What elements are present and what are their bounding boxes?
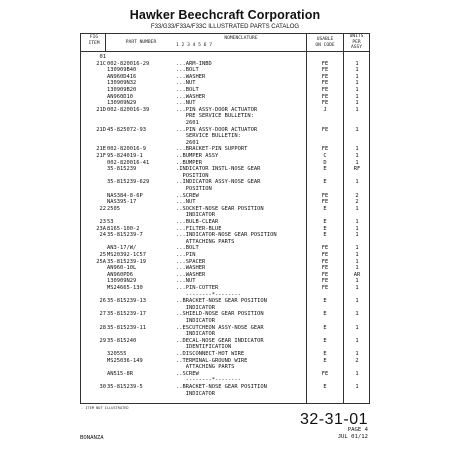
part-number-cell: 45-825072-93 bbox=[107, 126, 146, 133]
part-number-cell: 320555 bbox=[107, 351, 127, 357]
on-code-header-label: ON CODE bbox=[315, 42, 335, 48]
units-per-assy-cell: 1 bbox=[355, 258, 359, 265]
part-number-cell: 35-815239-19 bbox=[107, 258, 146, 265]
part-number-cell: 8165-100-2 bbox=[107, 225, 140, 232]
nomenclature-cell: 2601 bbox=[176, 120, 199, 126]
nomenclature-cell: ..BRACKET-NOSE GEAR POSITION bbox=[176, 298, 267, 305]
units-per-assy-cell: 2 bbox=[355, 357, 359, 364]
fig-item-cell: 23 bbox=[99, 219, 106, 225]
nomenclature-cell: ATTACHING PARTS bbox=[176, 238, 235, 245]
usable-code-cell: FE bbox=[321, 126, 329, 133]
part-number-cell: MS20392-1C57 bbox=[107, 252, 146, 258]
nomenclature-cell: ..INDICATOR ASSY-NOSE GEAR bbox=[176, 179, 261, 186]
units-per-assy-cell: 1 bbox=[355, 252, 359, 258]
nomenclature-cell: ...PIN-COTTER bbox=[176, 285, 219, 291]
nomenclature-cell: INDICATOR bbox=[176, 212, 215, 219]
usable-code-cell: FE bbox=[321, 271, 329, 278]
nomenclature-cell: INDICATOR bbox=[176, 331, 215, 338]
parts-table bbox=[80, 33, 370, 404]
units-per-assy-cell: 1 bbox=[355, 80, 359, 87]
nomenclature-cell: ...SPACER bbox=[176, 258, 206, 265]
nomenclature-cell: ...NUT bbox=[176, 80, 196, 87]
nomenclature-cell: --------*-------- bbox=[176, 377, 241, 384]
nomenclature-cell: ..BUMPER bbox=[176, 159, 202, 166]
catalog-subtitle: F33/G33/F33A/F33C ILLUSTRATED PARTS CATALOG bbox=[150, 24, 300, 30]
usable-code-cell: FE bbox=[321, 192, 329, 199]
part-number-cell: 130909N32 bbox=[107, 80, 137, 87]
part-number-cell: AN960-10L bbox=[107, 265, 137, 272]
units-per-assy-cell: 1 bbox=[355, 73, 359, 80]
nomenclature-cell: ...NUT bbox=[176, 100, 196, 107]
part-number-cell: 2505 bbox=[107, 205, 120, 212]
usable-code-cell: FE bbox=[321, 60, 329, 67]
nomenclature-cell: POSITION bbox=[176, 172, 209, 179]
usable-code-cell: FE bbox=[321, 67, 329, 74]
part-number-cell: AN515-8R bbox=[107, 370, 133, 377]
units-header-label: UNITS bbox=[349, 34, 364, 39]
usable-code-cell: FE bbox=[321, 199, 329, 206]
fig-item-cell: 25A bbox=[96, 258, 106, 265]
fig-item-cell: 29 bbox=[99, 337, 106, 344]
usable-code-cell: D bbox=[323, 159, 327, 166]
nomenclature-cell: ..SCREW bbox=[176, 192, 199, 199]
part-number-cell: 35-815239-7 bbox=[107, 232, 143, 239]
part-number-cell: AN960D10 bbox=[107, 93, 133, 100]
units-per-assy-cell: 1 bbox=[355, 384, 359, 390]
part-number-cell: 35-815239-11 bbox=[107, 324, 146, 331]
page-number: PAGE 4 bbox=[347, 427, 368, 433]
fig-item-cell: 28 bbox=[99, 324, 106, 331]
nomenclature-cell: ..SHIELD-NOSE GEAR POSITION bbox=[176, 311, 264, 318]
col-divider-fig bbox=[105, 34, 106, 51]
units-per-assy-header bbox=[344, 34, 369, 51]
usable-code-cell: E bbox=[323, 225, 327, 232]
part-number-cell: 35-815239-629 bbox=[107, 179, 150, 186]
part-number-cell: NAS395-17 bbox=[107, 199, 137, 206]
units-per-assy-cell: RF bbox=[353, 166, 361, 173]
nomenclature-cell: .INDICATOR INSTL-NOSE GEAR bbox=[176, 166, 261, 173]
nomenclature-cell: ...PIN bbox=[176, 252, 196, 258]
fig-item-cell: 01 bbox=[99, 54, 106, 60]
usable-code-cell: FE bbox=[321, 265, 329, 272]
fig-item-cell: 21D bbox=[96, 126, 106, 133]
nomenclature-cell: ...BOLT bbox=[176, 245, 199, 252]
nomenclature-cell: ...WASHER bbox=[176, 265, 206, 272]
nomenclature-cell: ...WASHER bbox=[176, 93, 206, 100]
nomenclature-cell: ..DISCONNECT-HOT WIRE bbox=[176, 351, 245, 357]
units-per-assy-cell: 1 bbox=[355, 245, 359, 252]
company-title: Hawker Beechcraft Corporation bbox=[129, 8, 321, 22]
usable-code-cell: E bbox=[323, 324, 327, 331]
usable-code-cell: E bbox=[323, 179, 327, 186]
usable-code-cell: FE bbox=[321, 252, 329, 258]
part-number-cell: MS24665-130 bbox=[107, 285, 143, 291]
part-number-cell: 35-815239 bbox=[107, 166, 137, 173]
nomenclature-cell: ..BUMPER ASSY bbox=[176, 153, 219, 159]
units-per-assy-cell: 1 bbox=[355, 179, 359, 186]
usable-code-cell: FE bbox=[321, 285, 329, 291]
usable-code-cell: E bbox=[323, 298, 327, 305]
units-per-assy-cell: 1 bbox=[355, 60, 359, 67]
part-number-cell: 53 bbox=[107, 219, 114, 225]
nomenclature-cell: ...PIN ASSY-DOOR ACTUATOR bbox=[176, 126, 258, 133]
usable-code-cell: E bbox=[323, 205, 327, 212]
units-per-assy-cell: 1 bbox=[355, 351, 359, 357]
nomenclature-cell: ...ARM-INBD bbox=[176, 60, 212, 67]
nomenclature-cell: ATTACHING PARTS bbox=[176, 364, 235, 371]
part-number-cell: 130909N29 bbox=[107, 100, 137, 107]
part-number-cell: 35-815239-17 bbox=[107, 311, 146, 318]
part-number-cell: 130909N29 bbox=[107, 278, 137, 285]
part-number-cell: 002-820016-41 bbox=[107, 159, 150, 166]
units-per-assy-cell: 1 bbox=[355, 153, 359, 159]
per-header-label: PER bbox=[352, 39, 361, 45]
units-per-assy-cell: 1 bbox=[355, 311, 359, 318]
usable-code-cell: J bbox=[323, 106, 327, 113]
units-per-assy-cell: 1 bbox=[355, 100, 359, 107]
nomenclature-cell: ..ESCUTCHEON ASSY-NOSE GEAR bbox=[176, 324, 264, 331]
part-number-cell: AN960PD6 bbox=[107, 271, 133, 278]
units-per-assy-cell: 1 bbox=[355, 219, 359, 225]
units-per-assy-cell: 1 bbox=[355, 146, 359, 153]
units-per-assy-cell: 1 bbox=[355, 67, 359, 74]
usable-code-cell: FE bbox=[321, 245, 329, 252]
nomenclature-cell: INDICATOR bbox=[176, 390, 215, 397]
fig-item-cell: 21E bbox=[96, 146, 106, 153]
fig-item-cell: 30 bbox=[99, 384, 106, 390]
nomenclature-cell: --------*-------- bbox=[176, 291, 241, 298]
part-number-cell: 130909B40 bbox=[107, 67, 137, 74]
nomenclature-cell: ..TERMINAL-GROUND WIRE bbox=[176, 357, 248, 364]
usable-code-cell: E bbox=[323, 337, 327, 344]
nomenclature-cell: ...INDICATOR-NOSE GEAR POSITION bbox=[176, 232, 277, 239]
fig-item-cell: 21F bbox=[96, 153, 106, 159]
part-number-cell: 002-820016-29 bbox=[107, 60, 150, 67]
part-number-cell: 002-820016-9 bbox=[107, 146, 146, 153]
usable-code-cell: C bbox=[323, 153, 327, 159]
nomenclature-cell: ...NUT bbox=[176, 278, 196, 285]
units-per-assy-cell: 1 bbox=[355, 93, 359, 100]
usable-code-cell: FE bbox=[321, 73, 329, 80]
part-number-cell: 35-815240 bbox=[107, 337, 137, 344]
part-number-cell: 95-824019-1 bbox=[107, 153, 143, 159]
part-number-cell: AN3-17/W/ bbox=[107, 245, 137, 252]
nomenclature-cell: SERVICE BULLETIN: bbox=[176, 133, 241, 140]
fig-item-cell: 25 bbox=[99, 252, 106, 258]
usable-code-cell: E bbox=[323, 311, 327, 318]
usable-code-cell: E bbox=[323, 232, 327, 239]
part-number-cell: 002-820016-39 bbox=[107, 106, 150, 113]
nomenclature-cell: ...BRACKET-PIN SUPPORT bbox=[176, 146, 248, 153]
part-number-header: PART NUMBER bbox=[125, 40, 157, 45]
part-number-cell: 35-815239-5 bbox=[107, 384, 143, 390]
usable-code-cell: FE bbox=[321, 80, 329, 87]
nomenclature-cell: ..SCREW bbox=[176, 370, 199, 377]
usable-code-cell: FE bbox=[321, 370, 329, 377]
units-per-assy-cell: 1 bbox=[355, 285, 359, 291]
part-number-cell: NAS384-8-6P bbox=[107, 192, 143, 199]
fig-item-cell: 22 bbox=[99, 205, 106, 212]
usable-code-cell: E bbox=[323, 219, 327, 225]
nomenclature-cell: 2601 bbox=[176, 139, 199, 146]
fig-item-header bbox=[83, 35, 105, 46]
table-row bbox=[81, 390, 369, 398]
units-per-assy-cell: 1 bbox=[355, 225, 359, 232]
units-per-assy-cell: 1 bbox=[355, 370, 359, 377]
nomenclature-cell: ...BULB-CLEAR bbox=[176, 219, 219, 225]
part-number-cell: 130909B20 bbox=[107, 87, 137, 93]
section-number: 32-31-01 bbox=[299, 411, 368, 428]
part-number-cell: MS25036-149 bbox=[107, 357, 143, 364]
nomenclature-cell: POSITION bbox=[176, 186, 212, 192]
units-per-assy-cell: 1 bbox=[355, 278, 359, 285]
usable-code-cell: E bbox=[323, 357, 327, 364]
assy-header-label: ASSY bbox=[350, 45, 363, 50]
nomenclature-cell: ..BRACKET-NOSE GEAR POSITION bbox=[176, 384, 267, 390]
revision-date: JUL 01/12 bbox=[337, 434, 368, 440]
nomenclature-cell: ...NUT bbox=[176, 199, 196, 206]
units-per-assy-cell: 1 bbox=[355, 159, 359, 166]
units-per-assy-cell: 2 bbox=[355, 199, 359, 206]
part-number-cell: AN960D416 bbox=[107, 73, 137, 80]
fig-item-cell: 21C bbox=[96, 60, 106, 67]
fig-item-cell: 24 bbox=[99, 232, 106, 239]
units-per-assy-cell: 2 bbox=[355, 192, 359, 199]
usable-code-cell: E bbox=[323, 384, 327, 390]
column-header-row bbox=[81, 34, 369, 52]
fig-header-label: FIG bbox=[89, 35, 99, 40]
usable-code-cell: FE bbox=[321, 278, 329, 285]
fig-item-cell: 23A bbox=[96, 225, 106, 232]
aircraft-model: BONANZA bbox=[80, 435, 104, 441]
nomenclature-cell: INDICATOR bbox=[176, 304, 215, 311]
nomenclature-cell: ...FILTER-BLUE bbox=[176, 225, 222, 232]
units-per-assy-cell: 1 bbox=[355, 298, 359, 305]
usable-code-cell: E bbox=[323, 166, 327, 173]
fig-item-cell: 27 bbox=[99, 311, 106, 318]
usable-code-cell: FE bbox=[321, 93, 329, 100]
fig-item-cell: 21D bbox=[96, 106, 106, 113]
nomenclature-header: NOMENCLATURE bbox=[224, 36, 258, 41]
usable-header-label: USABLE bbox=[316, 37, 334, 42]
nomenclature-cell: ...WASHER bbox=[176, 271, 206, 278]
nomenclature-cell: ..SOCKET-NOSE GEAR POSITION bbox=[176, 205, 264, 212]
indent-scale: 1 2 3 4 5 6 7 bbox=[176, 43, 212, 48]
units-per-assy-cell: 1 bbox=[355, 232, 359, 239]
nomenclature-cell: ...BOLT bbox=[176, 87, 199, 93]
footnote: - ITEM NOT ILLUSTRATED bbox=[81, 406, 129, 410]
units-per-assy-cell: 1 bbox=[355, 205, 359, 212]
usable-code-cell: FE bbox=[321, 258, 329, 265]
usable-code-cell: E bbox=[323, 351, 327, 357]
nomenclature-cell: ...PIN ASSY-DOOR ACTUATOR bbox=[176, 106, 258, 113]
fig-item-cell: 26 bbox=[99, 298, 106, 305]
item-header-label: ITEM bbox=[88, 40, 100, 46]
units-per-assy-cell: 1 bbox=[355, 337, 359, 344]
nomenclature-cell: ...WASHER bbox=[176, 73, 206, 80]
nomenclature-cell: ..DECAL-NOSE GEAR INDICATOR bbox=[176, 337, 264, 344]
units-per-assy-cell: AR bbox=[353, 271, 361, 278]
part-number-cell: 35-815239-13 bbox=[107, 298, 146, 305]
usable-on-code-header bbox=[307, 37, 343, 48]
units-per-assy-cell: 1 bbox=[355, 87, 359, 93]
nomenclature-cell: INDICATOR bbox=[176, 318, 215, 324]
units-per-assy-cell: 1 bbox=[355, 324, 359, 331]
nomenclature-cell: ...BOLT bbox=[176, 67, 199, 74]
units-per-assy-cell: 1 bbox=[355, 265, 359, 272]
nomenclature-cell: IDENTIFICATION bbox=[176, 344, 232, 351]
usable-code-cell: FE bbox=[321, 100, 329, 107]
units-per-assy-cell: 1 bbox=[355, 126, 359, 133]
usable-code-cell: FE bbox=[321, 146, 329, 153]
nomenclature-cell: PRE SERVICE BULLETIN: bbox=[176, 113, 254, 120]
usable-code-cell: FE bbox=[321, 87, 329, 93]
units-per-assy-cell: 1 bbox=[355, 106, 359, 113]
